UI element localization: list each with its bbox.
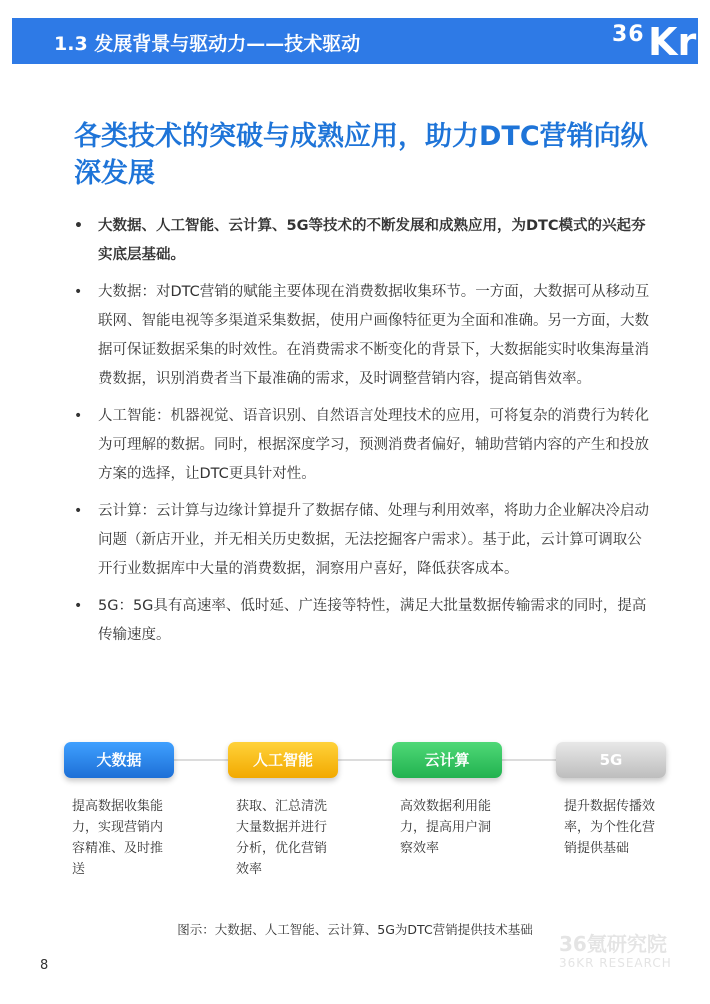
bullet-marker: • <box>74 284 83 300</box>
flow-desc-ai: 获取、汇总清洗大量数据并进行分析，优化营销效率 <box>236 799 328 877</box>
bullet-text: 大数据、人工智能、云计算、5G等技术的不断发展和成熟应用，为DTC模式的兴起夯实底层基础。 <box>98 218 646 263</box>
bullet-text: 人工智能：机器视觉、语音识别、自然语言处理技术的应用，可将复杂的消费行为转化为可理解的数据。同时，根据深度学习，预测消费者偏好，辅助营销内容的产生和投放方案的选择，让DTC更具针对性。 <box>98 408 649 482</box>
flow-desc-cloud: 高效数据利用能力，提高用户洞察效率 <box>400 799 492 856</box>
logo-number: 36 <box>612 22 645 47</box>
figure-caption: 图示：大数据、人工智能、云计算、5G为DTC营销提供技术基础 <box>177 922 533 937</box>
flow-pill-big-data: 大数据 <box>64 742 174 778</box>
brand-logo <box>612 20 696 64</box>
bullet-text: 5G：5G具有高速率、低时延、广连接等特性，满足大批量数据传输需求的同时，提高传输速度。 <box>98 598 647 643</box>
page-heading: 各类技术的突破与成熟应用，助力DTC营销向纵深发展 <box>74 121 648 189</box>
bullet-item <box>70 592 650 650</box>
flow-pill-5g: 5G <box>556 742 666 778</box>
bullet-marker: • <box>74 408 83 424</box>
flow-desc-5g: 提升数据传播效率，为个性化营销提供基础 <box>564 799 656 856</box>
bullet-item <box>70 212 650 270</box>
section-title: 1.3 发展背景与驱动力——技术驱动 <box>54 33 361 55</box>
bullet-marker: • <box>74 218 83 234</box>
watermark-en: 36KR RESEARCH <box>559 956 672 970</box>
flow-desc-big-data: 提高数据收集能力，实现营销内容精准、及时推送 <box>72 799 164 877</box>
flow-connector <box>110 759 610 761</box>
bullet-marker: • <box>74 598 83 614</box>
flow-pill-ai: 人工智能 <box>228 742 338 778</box>
bullet-item <box>70 497 650 584</box>
flow-pill-cloud: 云计算 <box>392 742 502 778</box>
logo-letters: Kr <box>648 20 697 64</box>
bullet-item <box>70 402 650 489</box>
bullet-list <box>70 212 650 658</box>
bullet-text: 大数据：对DTC营销的赋能主要体现在消费数据收集环节。一方面，大数据可从移动互联网、智能电视等多渠道采集数据，使用户画像特征更为全面和准确。另一方面，大数据可保证数据采集的时效性。在消费需求不断变化的背景下，大数据能实时收集海量消费数据，识别消费者当下最准确的需求，及时调整营销内容，提高销售效率。 <box>98 284 650 387</box>
bullet-marker: • <box>74 503 83 519</box>
bullet-item <box>70 278 650 394</box>
page-number: 8 <box>40 958 49 973</box>
bullet-text: 云计算：云计算与边缘计算提升了数据存储、处理与利用效率，将助力企业解决冷启动问题（新店开业，并无相关历史数据，无法挖掘客户需求）。基于此，云计算可调取公开行业数据库中大量的消费数据，洞察用户喜好，降低获客成本。 <box>98 503 649 577</box>
watermark-cn: 36氪研究院 <box>559 932 667 956</box>
